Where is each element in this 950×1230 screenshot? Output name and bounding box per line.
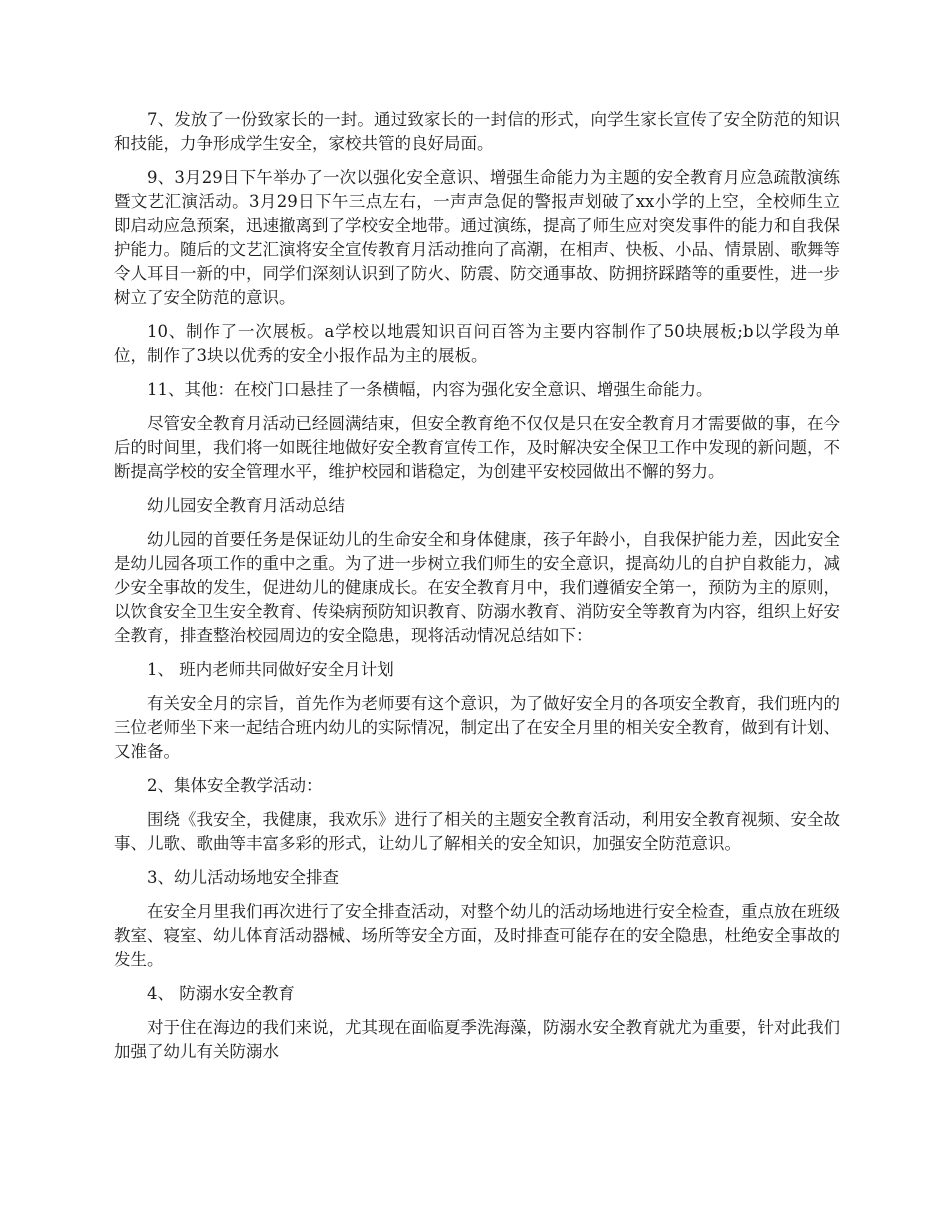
heading-4: 4、 防溺水安全教育 xyxy=(147,984,295,1003)
document-page xyxy=(114,108,840,1074)
paragraph-item-9: 9、3月29日下午举办了一次以强化安全意识、增强生命能力为主题的安全教育月应急疏散演练暨文艺汇演活动。3月29日下午三点左右，一声声急促的警报声划破了xx小学的上空，全校师生立即启动应急预案，迅速撤离到了学校安全地带。通过演练，提高了师生应对突发事件的能力和自我保护能力。随后的文艺汇演将安全宣传教育月活动推向了高潮，在相声、快板、小品、情景剧、歌舞等令人耳目一新的中，同学们深刻认识到了防火、防震、防交通事故、防拥挤踩踏等的重要性，进一步树立了安全防范的意识。 xyxy=(114,168,840,307)
paragraph-4: 对于住在海边的我们来说，尤其现在面临夏季洗海藻，防溺水安全教育就尤为重要，针对此我们加强了幼儿有关防溺水 xyxy=(114,1018,840,1061)
paragraph-item-11: 11、其他：在校门口悬挂了一条横幅，内容为强化安全意识、增强生命能力。 xyxy=(147,380,713,399)
heading-1: 1、 班内老师共同做好安全月计划 xyxy=(147,660,394,679)
heading-2: 2、集体安全教学活动： xyxy=(147,776,323,795)
paragraph-3: 在安全月里我们再次进行了安全排查活动，对整个幼儿的活动场地进行安全检查，重点放在班级教室、寝室、幼儿体育活动器械、场所等安全方面，及时排查可能存在的安全隐患，杜绝安全事故的发生。 xyxy=(114,902,840,969)
paragraph-conclusion: 尽管安全教育月活动已经圆满结束，但安全教育绝不仅仅是只在安全教育月才需要做的事，在今后的时间里，我们将一如既往地做好安全教育宣传工作，及时解决安全保卫工作中发现的新问题，不断提高学校的安全管理水平，维护校园和谐稳定，为创建平安校园做出不懈的努力。 xyxy=(114,414,840,481)
paragraph-intro: 幼儿园的首要任务是保证幼儿的生命安全和身体健康，孩子年龄小，自我保护能力差，因此安全是幼儿园各项工作的重中之重。为了进一步树立我们师生的安全意识，提高幼儿的自护自救能力，减少安全事故的发生，促进幼儿的健康成长。在安全教育月中，我们遵循安全第一，预防为主的原则，以饮食安全卫生安全教育、传染病预防知识教育、防溺水教育、消防安全等教育为内容，组织上好安全教育，排查整治校园周边的安全隐患，现将活动情况总结如下： xyxy=(114,530,840,645)
paragraph-2: 围绕《我安全，我健康，我欢乐》进行了相关的主题安全教育活动，利用安全教育视频、安全故事、儿歌、歌曲等丰富多彩的形式，让幼儿了解相关的安全知识，加强安全防范意识。 xyxy=(114,810,840,853)
paragraph-item-7: 7、发放了一份致家长的一封。通过致家长的一封信的形式，向学生家长宣传了安全防范的知识和技能，力争形成学生安全，家校共管的良好局面。 xyxy=(114,110,840,153)
heading-3: 3、幼儿活动场地安全排查 xyxy=(147,868,339,887)
section-title: 幼儿园安全教育月活动总结 xyxy=(147,496,345,515)
paragraph-item-10: 10、制作了一次展板。a学校以地震知识百问百答为主要内容制作了50块展板;b以学段为单位，制作了3块以优秀的安全小报作品为主的展板。 xyxy=(114,322,840,365)
paragraph-1: 有关安全月的宗旨，首先作为老师要有这个意识，为了做好安全月的各项安全教育，我们班内的三位老师坐下来一起结合班内幼儿的实际情况，制定出了在安全月里的相关安全教育，做到有计划、又准备。 xyxy=(114,694,840,761)
